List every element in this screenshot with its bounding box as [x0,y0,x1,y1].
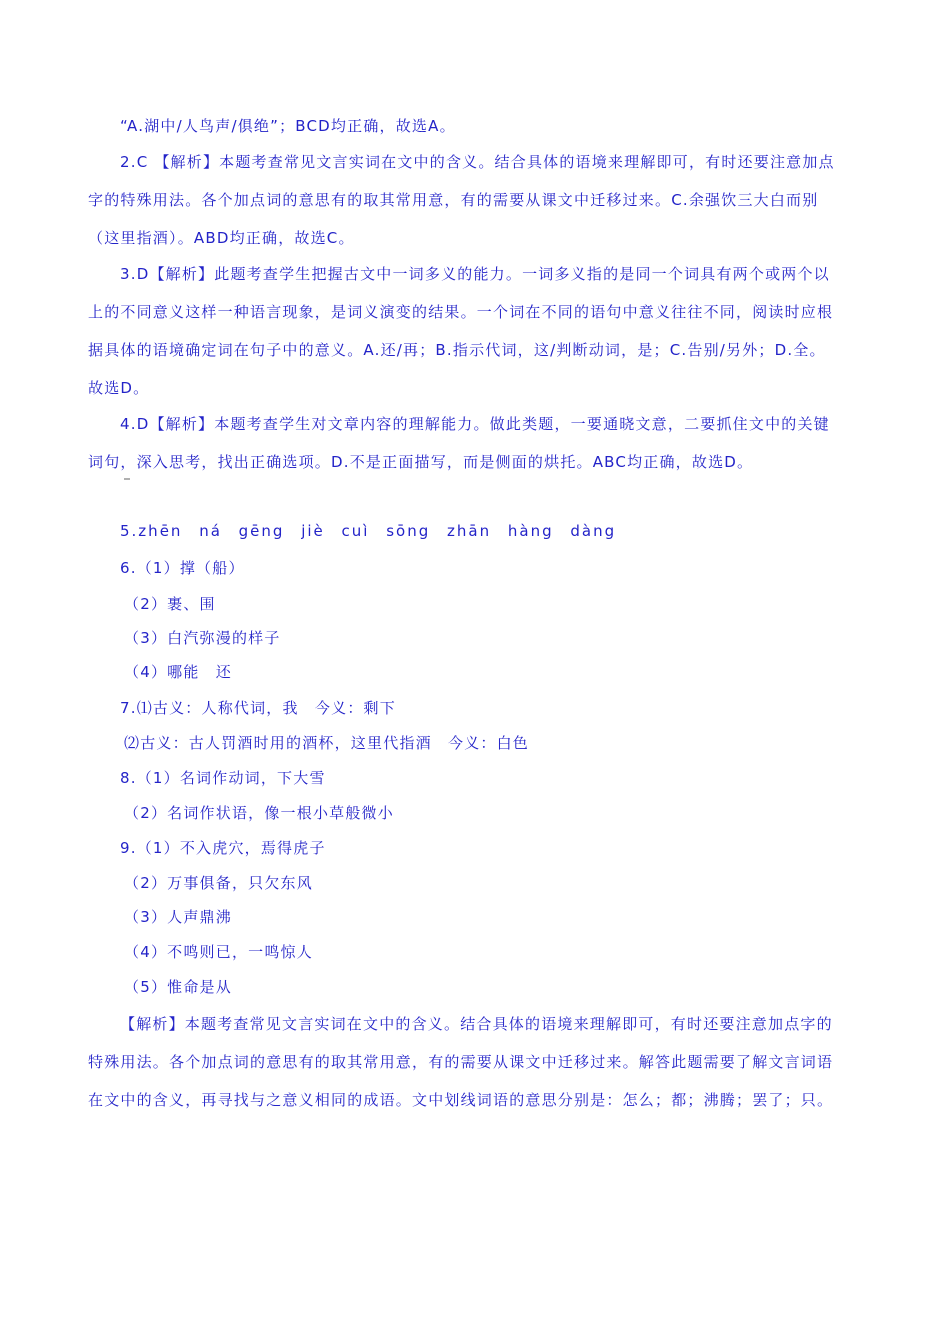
q6-item-2: （2）裹、围 [124,595,216,613]
q7-item-1: 7.⑴古义：人称代词，我 今义：剩下 [120,699,396,717]
q2-line-3: （这里指酒）。ABD均正确，故选C。 [88,229,355,247]
q6-item-4: （4）哪能 还 [124,663,232,681]
q9-item-3: （3）人声鼎沸 [124,908,232,926]
q9-item-5: （5）惟命是从 [124,978,232,996]
q3-line-2: 上的不同意义这样一种语言现象，是词义演变的结果。一个词在不同的语句中意义往往不同，阅读时应根 [88,303,834,321]
q7-item-2: ⑵古义：古人罚酒时用的酒杯，这里代指酒 今义：白色 [124,734,530,752]
q2-line-2: 字的特殊用法。各个加点词的意思有的取其常用意，有的需要从课文中迁移过来。C.余强饮三大白而别 [88,191,819,209]
q9-item-4: （4）不鸣则已，一鸣惊人 [124,943,313,961]
q8-item-2: （2）名词作状语，像一根小草般微小 [124,804,394,822]
q9-item-1: 9.（1）不入虎穴，焉得虎子 [120,839,326,857]
q9-analysis-line-2: 特殊用法。各个加点词的意思有的取其常用意，有的需要从课文中迁移过来。解答此题需要了解文言词语 [88,1053,834,1071]
q3-line-1: 3.D【解析】此题考查学生把握古文中一词多义的能力。一词多义指的是同一个词具有两个或两个以 [120,265,830,283]
q6-item-3: （3）白汽弥漫的样子 [124,629,281,647]
q9-analysis-line-3: 在文中的含义，再寻找与之意义相同的成语。文中划线词语的意思分别是：怎么；都；沸腾；罢了；只。 [88,1091,834,1109]
q4-line-2: 词句，深入思考，找出正确选项。D.不是正面描写，而是侧面的烘托。ABC均正确，故选D。 [88,453,754,471]
q5-pinyin: 5.zhēn ná gēng jiè cuì sōng zhān hàng dàng [120,522,617,540]
q1-tail: “A.湖中/人鸟声/俱绝”；BCD均正确，故选A。 [120,117,456,135]
paragraph-mark [124,478,130,480]
q4-line-1: 4.D【解析】本题考查学生对文章内容的理解能力。做此类题，一要通晓文意，二要抓住文中的关键 [120,415,830,433]
q8-item-1: 8.（1）名词作动词，下大雪 [120,769,326,787]
q6-item-1: 6.（1）撑（船） [120,559,245,577]
q9-item-2: （2）万事俱备，只欠东风 [124,874,313,892]
q3-line-3: 据具体的语境确定词在句子中的意义。A.还/再；B.指示代词，这/判断动词，是；C.告别/另外；D.全。 [88,341,826,359]
q9-analysis-line-1: 【解析】本题考查常见文言实词在文中的含义。结合具体的语境来理解即可，有时还要注意加点字的 [120,1015,833,1033]
q3-line-4: 故选D。 [88,379,150,397]
q2-line-1: 2.C 【解析】本题考查常见文言实词在文中的含义。结合具体的语境来理解即可，有时还要注意加点 [120,153,835,171]
